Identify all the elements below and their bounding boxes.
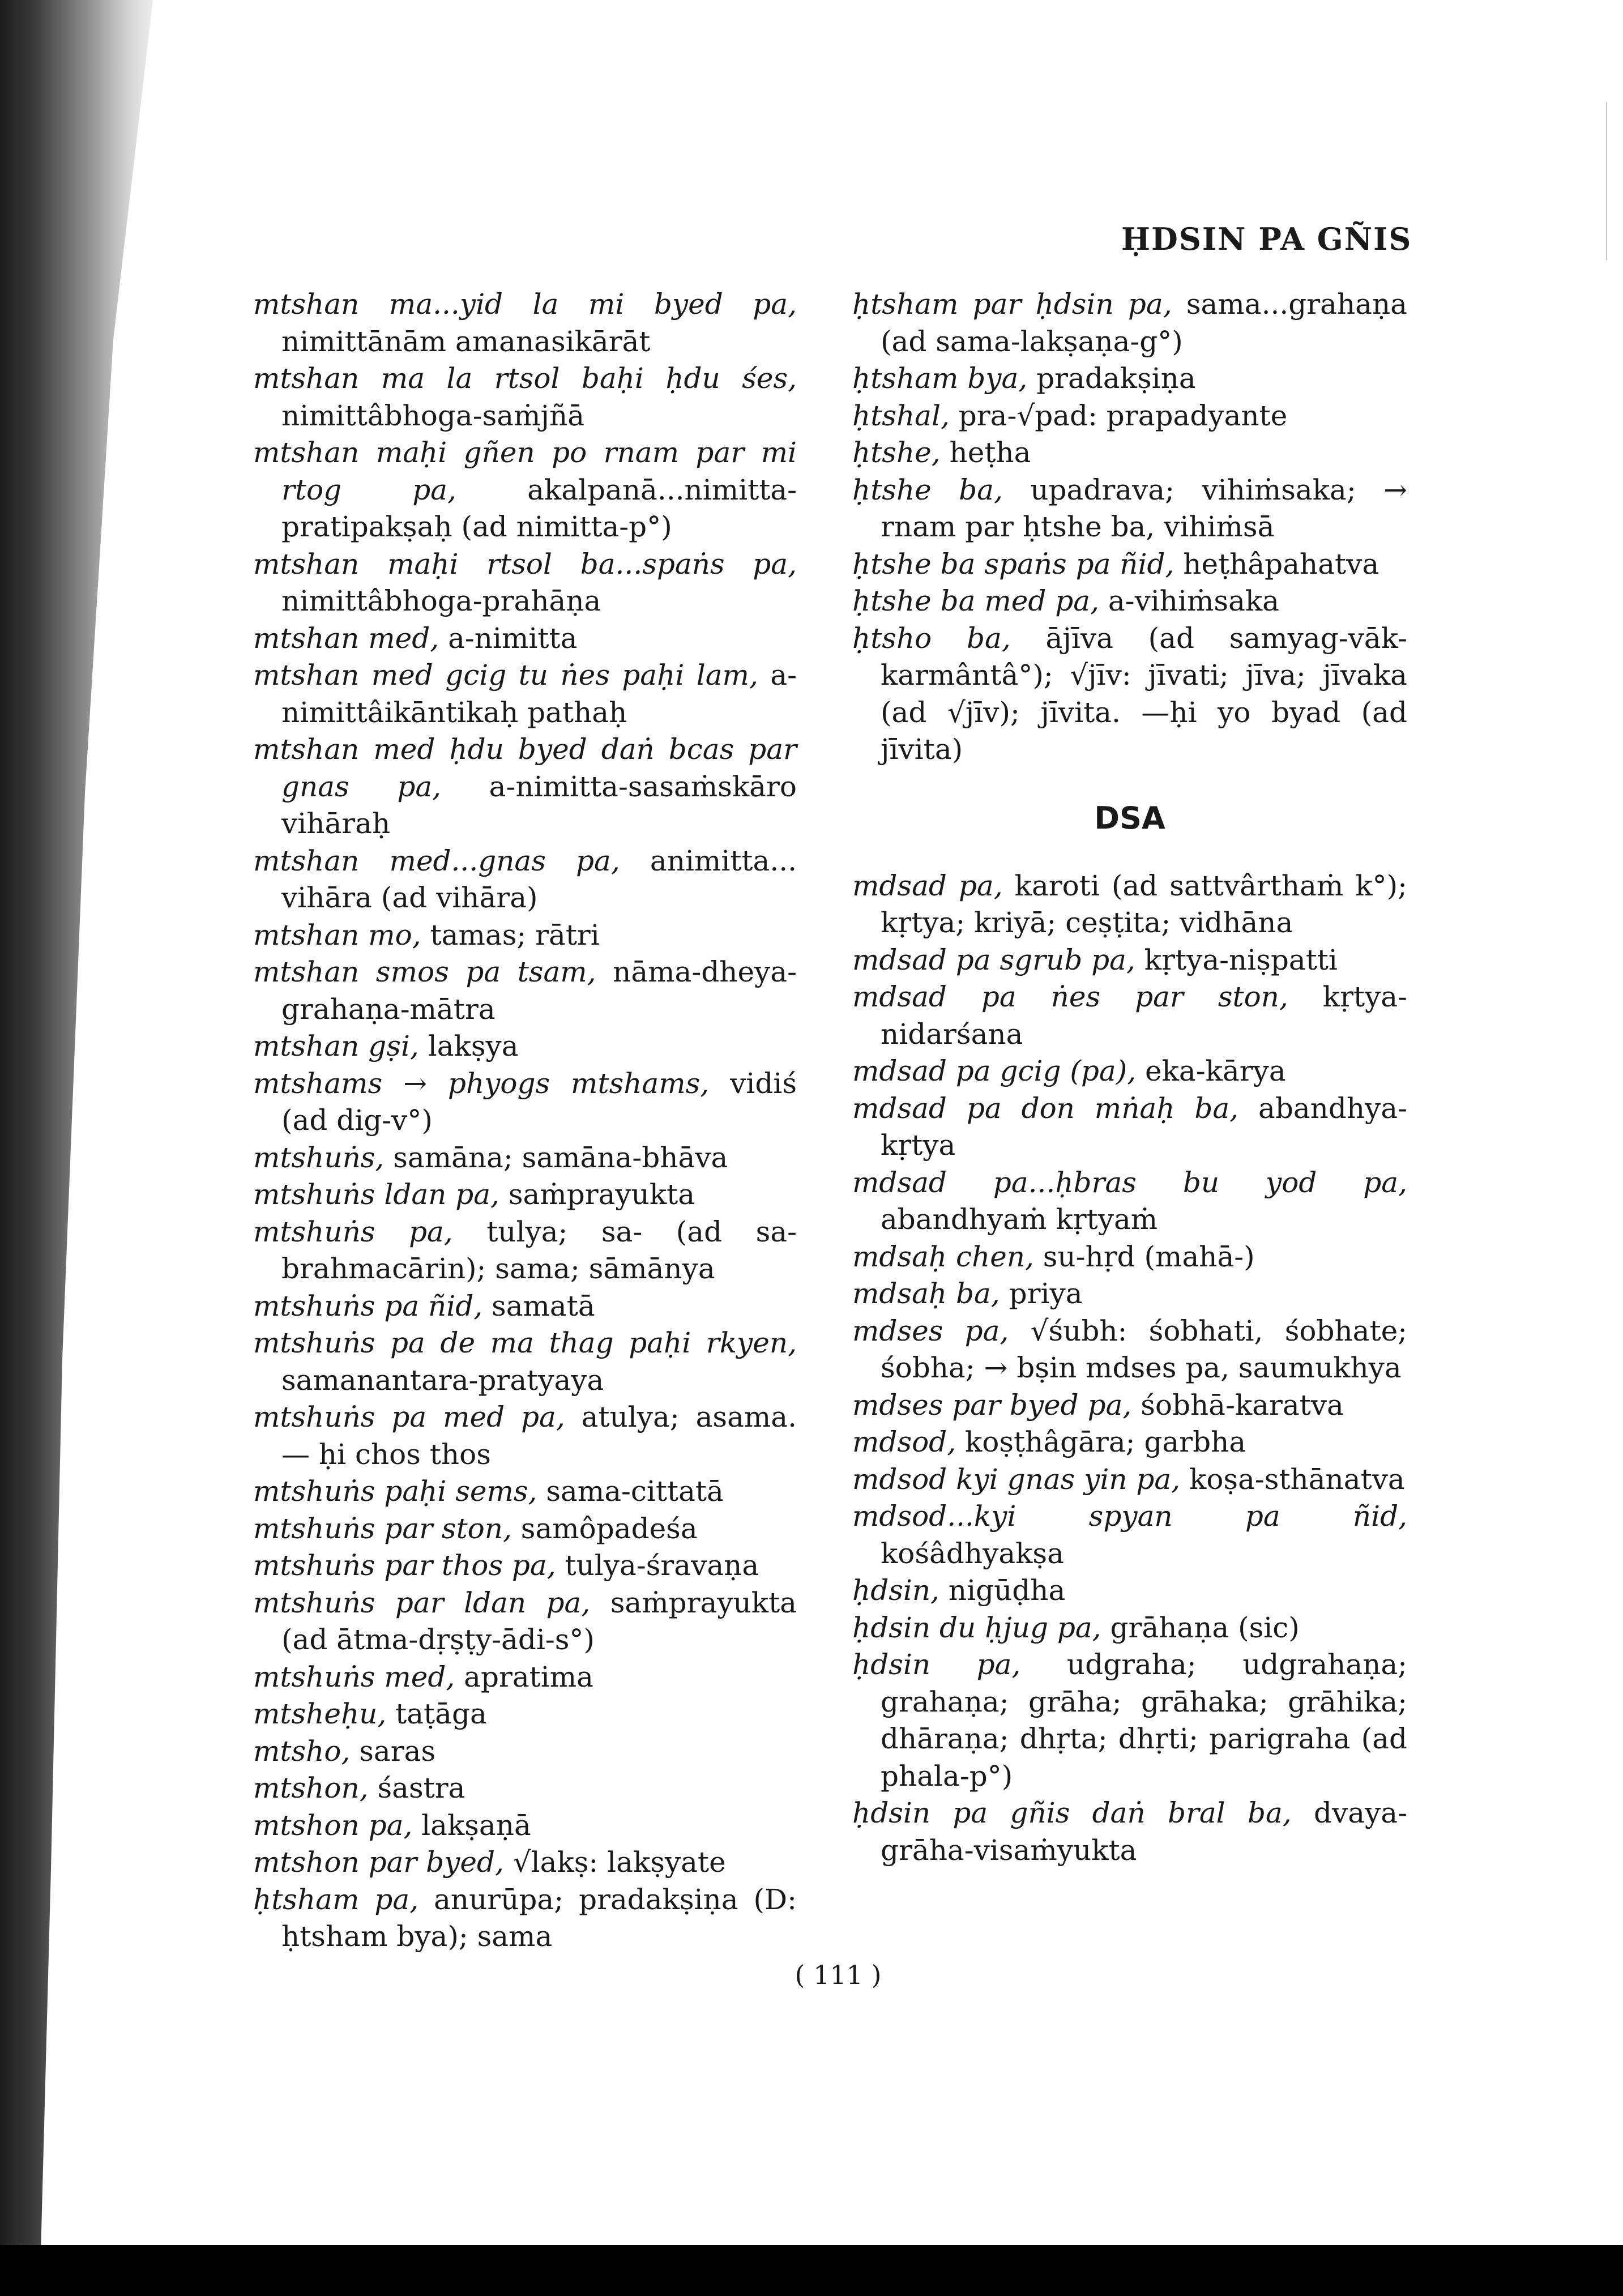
entry-sanskrit: pradakṣiṇa bbox=[1027, 362, 1196, 395]
entry-headword: mtshuṅs pa med pa, bbox=[253, 1401, 565, 1433]
entry-headword: mtshan mo, bbox=[253, 918, 421, 951]
dictionary-entry bbox=[253, 1659, 797, 1696]
dictionary-entry bbox=[852, 360, 1407, 398]
entry-headword: mdses pa, bbox=[852, 1314, 1009, 1347]
entry-headword: mtshon pa, bbox=[253, 1808, 413, 1842]
entry-headword: mtshuṅs pa de ma thag paḥi rkyen, bbox=[253, 1326, 797, 1359]
dictionary-entry bbox=[253, 1696, 797, 1733]
running-head: ḤDSIN PA GÑIS bbox=[1121, 221, 1412, 257]
dictionary-entry bbox=[852, 1646, 1407, 1795]
entry-headword: mdsod kyi gnas yin pa, bbox=[852, 1462, 1181, 1496]
entry-sanskrit: kṛtya-niṣpatti bbox=[1135, 943, 1338, 976]
entry-sanskrit: heṭhâpahatva bbox=[1174, 547, 1379, 581]
dictionary-entry bbox=[852, 1461, 1407, 1499]
dictionary-entry bbox=[852, 1424, 1407, 1461]
dictionary-entry bbox=[852, 1053, 1407, 1090]
scan-edge-line bbox=[1606, 102, 1607, 261]
entry-headword: mtshams → phyogs mtshams, bbox=[253, 1066, 710, 1100]
entry-sanskrit: taṭāga bbox=[386, 1697, 487, 1730]
entry-headword: mtshuṅs, bbox=[253, 1141, 385, 1174]
entry-headword: mtsho, bbox=[253, 1734, 351, 1768]
entry-headword: ḥtshe ba med pa, bbox=[852, 584, 1099, 617]
entry-sanskrit: samatā bbox=[482, 1289, 595, 1322]
entry-sanskrit: kośâdhyakṣa bbox=[881, 1537, 1064, 1570]
entry-sanskrit: śastra bbox=[368, 1772, 465, 1804]
dictionary-entry bbox=[253, 1473, 797, 1510]
dictionary-entry bbox=[253, 1214, 797, 1288]
dictionary-entry bbox=[253, 620, 797, 658]
dictionary-entry bbox=[253, 1325, 797, 1399]
entry-headword: mtsheḥu, bbox=[253, 1697, 387, 1730]
scan-bottom-border bbox=[0, 2245, 1623, 2296]
entry-headword: ḥdsin du ḥjug pa, bbox=[852, 1611, 1101, 1644]
entry-sanskrit: anurūpa; pradakṣiṇa (D: ḥtsham bya); sama bbox=[281, 1883, 797, 1953]
dictionary-entry bbox=[253, 917, 797, 954]
entry-headword: mtshan gṣi, bbox=[253, 1030, 419, 1062]
entry-headword: ḥtsham bya, bbox=[852, 362, 1028, 395]
entry-headword: ḥtsham pa, bbox=[253, 1883, 419, 1916]
dictionary-entry bbox=[253, 1844, 797, 1881]
entry-headword: mtshan maḥi rtsol ba...spaṅs pa, bbox=[253, 547, 797, 581]
entry-sanskrit: sama...grahaṇa (ad sama-lakṣaṇa-g°) bbox=[881, 288, 1407, 358]
dictionary-entry bbox=[852, 1164, 1407, 1239]
dictionary-entry bbox=[253, 286, 797, 360]
entry-sanskrit: atulya; asama. — ḥi chos thos bbox=[281, 1401, 797, 1471]
entry-sanskrit: abandhya-kṛtya bbox=[881, 1091, 1407, 1162]
entry-sanskrit: √lakṣ: lakṣyate bbox=[503, 1846, 726, 1879]
dictionary-entry bbox=[852, 1313, 1407, 1387]
entry-headword: ḥdsin pa gñis daṅ bral ba, bbox=[852, 1796, 1292, 1829]
dictionary-entry bbox=[253, 1288, 797, 1325]
entry-headword: mtshan med...gnas pa, bbox=[253, 844, 620, 877]
entry-sanskrit: lakṣaṇā bbox=[412, 1808, 531, 1842]
dictionary-entry bbox=[852, 1387, 1407, 1424]
section-heading: DSA bbox=[1094, 800, 1165, 836]
entry-sanskrit: priya bbox=[1000, 1277, 1083, 1310]
entry-sanskrit: karoti (ad sattvârthaṁ k°); kṛtya; kriyā; ceṣṭita; vidhāna bbox=[881, 869, 1407, 939]
entry-sanskrit: saras bbox=[350, 1734, 436, 1768]
entry-sanskrit: a-vihiṁsaka bbox=[1099, 584, 1279, 617]
entry-headword: mtshan med ḥdu byed daṅ bcas par gnas pa, bbox=[253, 733, 797, 803]
dictionary-entry bbox=[852, 583, 1407, 620]
dictionary-entry bbox=[253, 954, 797, 1028]
dictionary-entry bbox=[253, 360, 797, 434]
right-column-entries-bottom bbox=[852, 868, 1407, 1870]
dictionary-entry bbox=[253, 731, 797, 843]
entry-sanskrit: animitta... vihāra (ad vihāra) bbox=[281, 844, 797, 914]
entry-headword: ḥtshe ba spaṅs pa ñid, bbox=[852, 547, 1174, 581]
entry-headword: mtshan smos pa tsam, bbox=[253, 955, 596, 988]
entry-sanskrit: heṭha bbox=[940, 436, 1031, 469]
entry-headword: mtshon par byed, bbox=[253, 1846, 504, 1879]
dictionary-entry bbox=[253, 1733, 797, 1770]
entry-sanskrit: √śubh: śobhati, śobhate; śobha; → bṣin mdses pa, saumukhya bbox=[881, 1314, 1407, 1384]
dictionary-entry bbox=[852, 1610, 1407, 1647]
entry-headword: mdsad pa ṅes par ston, bbox=[852, 980, 1288, 1013]
dictionary-entry bbox=[253, 1881, 797, 1956]
entry-sanskrit: pra-√pad: prapadyante bbox=[949, 399, 1288, 432]
entry-sanskrit: abandhyaṁ kṛtyaṁ bbox=[881, 1203, 1158, 1236]
entry-headword: ḥtshe ba, bbox=[852, 473, 1003, 506]
dictionary-entry bbox=[253, 1028, 797, 1065]
entry-sanskrit: tamas; rātri bbox=[421, 918, 600, 951]
dictionary-entry bbox=[253, 1510, 797, 1548]
entry-sanskrit: kṛtya-nidarśana bbox=[881, 980, 1408, 1051]
dictionary-entry bbox=[253, 1065, 797, 1140]
entry-headword: mdsaḥ ba, bbox=[852, 1277, 1000, 1310]
dictionary-entry bbox=[253, 1176, 797, 1214]
entry-sanskrit: a-nimitta bbox=[439, 621, 578, 655]
entry-sanskrit: akalpanā...nimitta-pratipakṣaḥ (ad nimitta-p°) bbox=[281, 473, 797, 543]
dictionary-entry bbox=[253, 1140, 797, 1177]
entry-headword: ḥdsin pa, bbox=[852, 1648, 1021, 1681]
dictionary-entry bbox=[852, 1498, 1407, 1572]
entry-headword: mtshan ma...yid la mi byed pa, bbox=[253, 288, 797, 321]
entry-sanskrit: ājīva (ad samyag-vāk-karmântâ°); √jīv: jīvati; jīva; jīvaka (ad √jīv); jīvita. —ḥi yo byad (ad jīvita) bbox=[881, 621, 1407, 766]
dictionary-entry bbox=[852, 286, 1407, 360]
entry-headword: ḥtsho ba, bbox=[852, 621, 1011, 655]
entry-sanskrit: nimittâbhoga-saṁjñā bbox=[281, 399, 585, 432]
dictionary-entry bbox=[852, 868, 1407, 942]
dictionary-entry bbox=[852, 1275, 1407, 1313]
entry-sanskrit: tulya-śravaṇa bbox=[556, 1549, 759, 1582]
entry-headword: mtshan ma la rtsol baḥi ḥdu śes, bbox=[253, 362, 797, 395]
entry-sanskrit: koṣa-sthānatva bbox=[1180, 1462, 1405, 1496]
entry-headword: mdsad pa don mṅaḥ ba, bbox=[852, 1091, 1239, 1125]
right-column-entries-top bbox=[852, 286, 1407, 769]
entry-sanskrit: sama-cittatā bbox=[537, 1475, 724, 1508]
right-column bbox=[852, 286, 1407, 1869]
entry-headword: mtshan med gcig tu ṅes paḥi lam, bbox=[253, 659, 758, 692]
dictionary-entry bbox=[253, 546, 797, 620]
entry-headword: ḥtsham par ḥdsin pa, bbox=[852, 288, 1172, 321]
entry-headword: mtshuṅs par ston, bbox=[253, 1512, 512, 1545]
entry-headword: mdsod, bbox=[852, 1426, 956, 1458]
entry-sanskrit: a-nimittâikāntikaḥ pathaḥ bbox=[281, 659, 797, 729]
entry-sanskrit: vidiś (ad dig-v°) bbox=[281, 1066, 797, 1137]
scan-edge-shadow bbox=[0, 0, 170, 2296]
entry-sanskrit: eka-kārya bbox=[1136, 1055, 1286, 1087]
entry-headword: ḥdsin, bbox=[852, 1574, 939, 1607]
dictionary-entry bbox=[852, 546, 1407, 583]
entry-sanskrit: dvaya-grāha-visaṁyukta bbox=[881, 1796, 1407, 1867]
entry-headword: ḥtshal, bbox=[852, 399, 950, 432]
entry-headword: mdses par byed pa, bbox=[852, 1388, 1132, 1422]
entry-sanskrit: su-hṛd (mahā-) bbox=[1033, 1240, 1255, 1273]
entry-sanskrit: samāna; samāna-bhāva bbox=[384, 1141, 728, 1174]
entry-sanskrit: nimittâbhoga-prahāṇa bbox=[281, 584, 601, 617]
entry-headword: mtshuṅs pa, bbox=[253, 1215, 453, 1248]
dictionary-entry bbox=[253, 1585, 797, 1659]
entry-sanskrit: koṣṭhâgāra; garbha bbox=[956, 1426, 1246, 1458]
entry-headword: mtshon, bbox=[253, 1772, 369, 1804]
dictionary-entry bbox=[253, 434, 797, 546]
dictionary-entry bbox=[253, 1807, 797, 1845]
entry-headword: mtshuṅs par thos pa, bbox=[253, 1549, 556, 1582]
entry-headword: mdsod...kyi spyan pa ñid, bbox=[852, 1500, 1407, 1533]
dictionary-entry bbox=[852, 620, 1407, 769]
entry-headword: mtshuṅs pa ñid, bbox=[253, 1289, 483, 1322]
entry-sanskrit: tulya; sa- (ad sa-brahmacārin); sama; sāmānya bbox=[281, 1215, 797, 1285]
entry-sanskrit: a-nimitta-sasaṁskāro vihāraḥ bbox=[281, 770, 797, 840]
dictionary-entry bbox=[852, 1090, 1407, 1164]
entry-sanskrit: śobhā-karatva bbox=[1131, 1388, 1344, 1422]
entry-headword: mtshuṅs med, bbox=[253, 1660, 455, 1693]
entry-sanskrit: udgraha; udgrahaṇa; grahaṇa; grāha; grāhaka; grāhika; dhāraṇa; dhṛta; dhṛti; parigraha (ad phala-p°) bbox=[881, 1648, 1407, 1793]
entry-headword: mtshuṅs paḥi sems, bbox=[253, 1475, 537, 1508]
entry-headword: ḥtshe, bbox=[852, 436, 941, 469]
entry-sanskrit: lakṣya bbox=[418, 1030, 519, 1062]
entry-headword: mtshan maḥi gñen po rnam par mi rtog pa, bbox=[253, 436, 797, 506]
entry-headword: mtshuṅs par ldan pa, bbox=[253, 1586, 591, 1619]
entry-sanskrit: nāma-dheya-grahaṇa-mātra bbox=[281, 955, 797, 1026]
entry-sanskrit: nigūḍha bbox=[939, 1574, 1066, 1607]
entry-sanskrit: saṁprayukta (ad ātma-dṛṣṭy-ādi-s°) bbox=[281, 1586, 797, 1656]
entry-headword: mtshuṅs ldan pa, bbox=[253, 1178, 499, 1211]
left-column bbox=[253, 286, 797, 1956]
entry-sanskrit: samanantara-pratyaya bbox=[281, 1363, 604, 1397]
page-number: ( 111 ) bbox=[795, 1960, 882, 1990]
entry-headword: mdsad pa...ḥbras bu yod pa, bbox=[852, 1166, 1407, 1199]
entry-sanskrit: apratima bbox=[455, 1660, 593, 1693]
entry-headword: mdsaḥ chen, bbox=[852, 1240, 1034, 1273]
dictionary-entry bbox=[852, 434, 1407, 472]
dictionary-entry bbox=[852, 1795, 1407, 1869]
entry-headword: mdsad pa gcig (pa), bbox=[852, 1055, 1137, 1087]
entry-sanskrit: samôpadeśa bbox=[511, 1512, 698, 1545]
dictionary-entry bbox=[253, 1547, 797, 1585]
dictionary-entry bbox=[852, 942, 1407, 979]
dictionary-entry bbox=[253, 843, 797, 917]
dictionary-entry bbox=[253, 1770, 797, 1807]
entry-headword: mdsad pa, bbox=[852, 869, 1003, 902]
dictionary-entry bbox=[852, 1572, 1407, 1610]
entry-sanskrit: upadrava; vihiṁsaka; → rnam par ḥtshe ba, vihiṁsā bbox=[881, 473, 1407, 543]
dictionary-entry bbox=[852, 1239, 1407, 1276]
dictionary-entry bbox=[253, 657, 797, 731]
dictionary-entry bbox=[852, 472, 1407, 546]
dictionary-entry bbox=[852, 398, 1407, 435]
entry-sanskrit: nimittānām amanasikārāt bbox=[281, 325, 651, 358]
entry-headword: mtshan med, bbox=[253, 621, 439, 655]
dictionary-entry bbox=[852, 979, 1407, 1053]
entry-sanskrit: saṁprayukta bbox=[499, 1178, 695, 1211]
entry-sanskrit: grāhaṇa (sic) bbox=[1101, 1611, 1300, 1644]
entry-headword: mdsad pa sgrub pa, bbox=[852, 943, 1135, 976]
dictionary-entry bbox=[253, 1399, 797, 1473]
